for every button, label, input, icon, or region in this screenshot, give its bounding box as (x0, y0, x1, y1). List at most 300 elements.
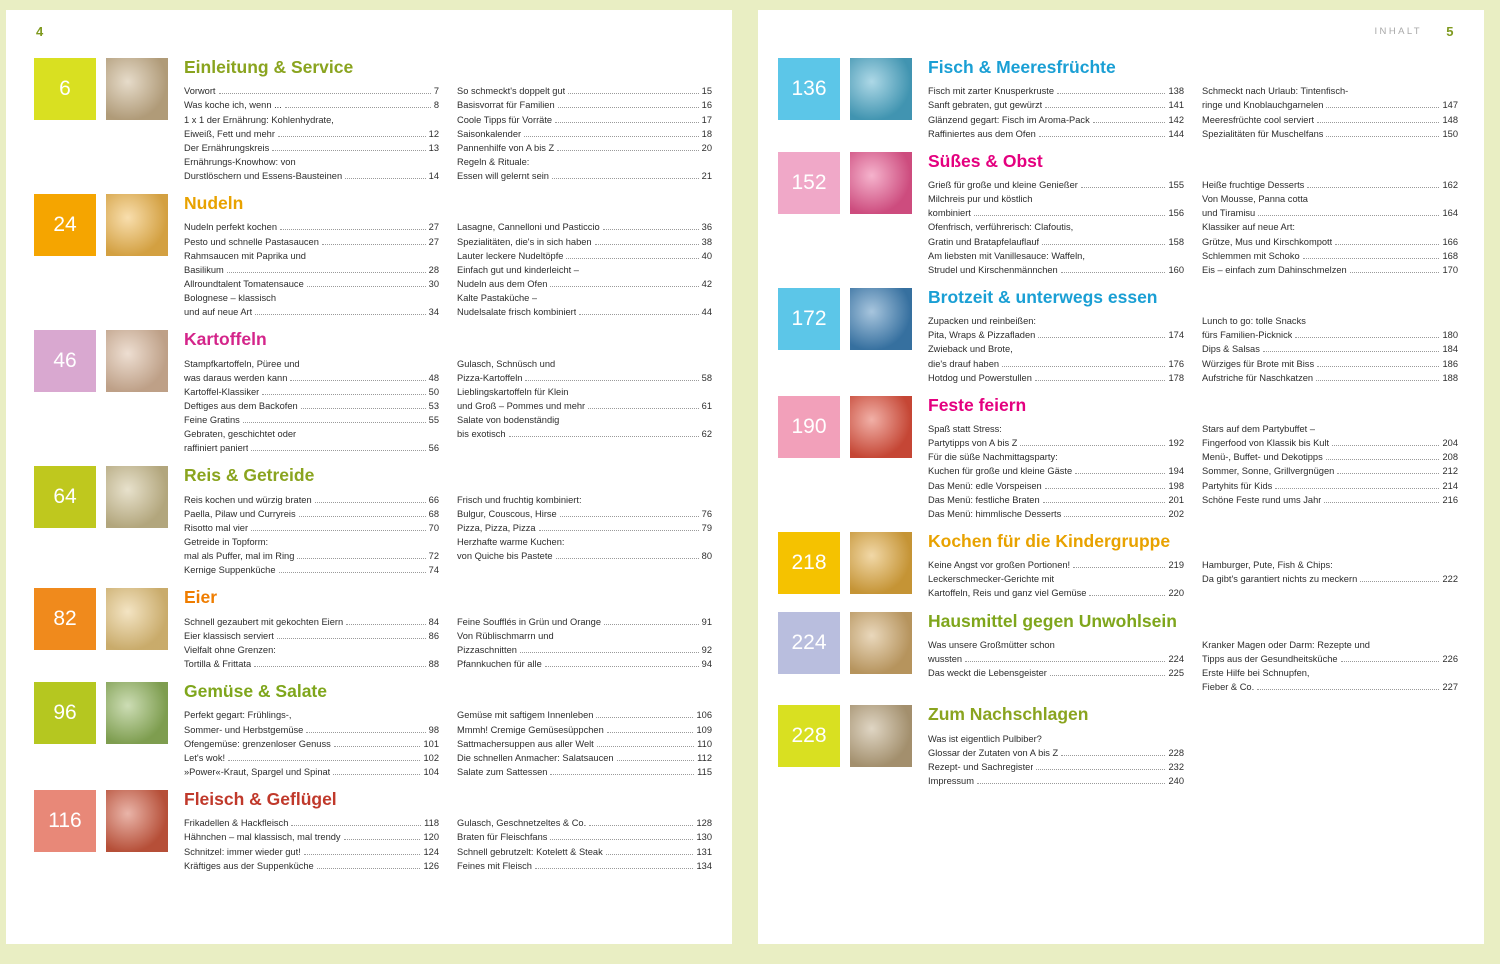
toc-entry[interactable] (184, 493, 439, 507)
toc-left-chapters (34, 58, 712, 873)
leader-dots (1332, 445, 1439, 446)
leader-dots (1064, 516, 1165, 517)
toc-entry[interactable] (457, 155, 712, 169)
toc-entry[interactable] (928, 220, 1184, 234)
toc-entry[interactable] (928, 178, 1184, 192)
toc-entry[interactable] (1202, 263, 1458, 277)
toc-entry[interactable] (1202, 422, 1458, 436)
toc-entry[interactable] (1202, 314, 1458, 328)
toc-entry[interactable] (457, 708, 712, 722)
toc-entry[interactable] (457, 263, 712, 277)
toc-entry-page: 80 (701, 551, 712, 562)
toc-entry[interactable] (457, 643, 712, 657)
thumbnail-image (850, 705, 912, 767)
toc-chapter[interactable] (778, 58, 1458, 141)
toc-column (1202, 638, 1458, 695)
toc-entry-label: Tipps aus der Gesundheitsküche (1202, 653, 1338, 664)
toc-entry[interactable] (457, 816, 712, 830)
toc-entry[interactable] (928, 586, 1184, 600)
toc-entry-page: 224 (1168, 653, 1184, 664)
toc-entry[interactable] (1202, 558, 1458, 572)
toc-entry[interactable] (928, 206, 1184, 220)
toc-entry[interactable] (184, 816, 439, 830)
toc-chapter[interactable] (34, 330, 712, 455)
toc-chapter[interactable] (34, 194, 712, 319)
toc-entry[interactable] (184, 399, 439, 413)
toc-entry-page: 225 (1168, 668, 1184, 678)
toc-entry[interactable] (184, 291, 439, 305)
leader-dots (279, 572, 426, 573)
toc-entry[interactable] (457, 399, 712, 413)
toc-entry[interactable] (1202, 479, 1458, 493)
toc-entry[interactable] (928, 249, 1184, 263)
leader-dots (1326, 136, 1439, 137)
toc-entry-label: Deftiges aus dem Backofen (184, 400, 298, 411)
leader-dots (579, 314, 698, 315)
toc-entry[interactable] (457, 169, 712, 183)
leader-dots (333, 774, 420, 775)
toc-entry[interactable] (184, 549, 439, 563)
toc-entry[interactable] (1202, 178, 1458, 192)
toc-entry[interactable] (1202, 436, 1458, 450)
thumbnail-image (850, 58, 912, 120)
leader-dots (1075, 473, 1165, 474)
chapter-page-number: 6 (34, 58, 96, 120)
toc-column (457, 615, 712, 672)
toc-entry[interactable] (1202, 371, 1458, 385)
toc-column (1202, 732, 1458, 789)
toc-entry-label: Basilikum (184, 264, 224, 275)
toc-entry[interactable] (457, 220, 712, 234)
toc-entry[interactable] (184, 521, 439, 535)
toc-entry[interactable] (184, 155, 439, 169)
toc-entry[interactable] (184, 657, 439, 671)
toc-entry[interactable] (184, 220, 439, 234)
toc-entry-label: Bolognese – klassisch (184, 293, 276, 303)
toc-entry[interactable] (928, 342, 1184, 356)
toc-entry[interactable] (457, 765, 712, 779)
toc-entry-label: Pizza, Pizza, Pizza (457, 522, 536, 533)
chapter-columns (184, 615, 712, 672)
toc-entry[interactable] (928, 436, 1184, 450)
toc-entry-label: Regeln & Rituale: (457, 156, 530, 167)
toc-entry[interactable] (457, 845, 712, 859)
chapter-page-number: 218 (778, 532, 840, 594)
toc-entry[interactable] (184, 629, 439, 643)
chapter-title: Hausmittel gegen Unwohlsein (928, 610, 1177, 631)
toc-entry[interactable] (184, 765, 439, 779)
toc-entry-page: 76 (701, 508, 712, 519)
toc-entry[interactable] (928, 371, 1184, 385)
chapter-columns (928, 732, 1458, 789)
toc-entry[interactable] (184, 441, 439, 455)
chapter-columns (928, 178, 1458, 277)
toc-entry[interactable] (928, 192, 1184, 206)
toc-entry[interactable] (928, 493, 1184, 507)
thumbnail-image (850, 396, 912, 458)
toc-chapter[interactable] (778, 152, 1458, 277)
toc-entry-page: 216 (1442, 494, 1458, 505)
toc-entry-page: 156 (1168, 208, 1184, 219)
toc-entry[interactable] (184, 277, 439, 291)
toc-entry-label: Schlemmen mit Schoko (1202, 250, 1300, 261)
leader-dots (560, 516, 699, 517)
toc-entry[interactable] (928, 479, 1184, 493)
toc-entry-label: Let's wok! (184, 752, 226, 763)
toc-entry[interactable] (1202, 652, 1458, 666)
toc-entry-label: Zupacken und reinbeißen: (928, 316, 1037, 327)
toc-chapter[interactable] (778, 288, 1458, 385)
toc-entry[interactable] (184, 305, 439, 319)
chapter-body (184, 330, 712, 455)
toc-entry[interactable] (457, 830, 712, 844)
toc-entry-page: 192 (1168, 438, 1184, 449)
toc-entry-label: Kranker Magen oder Darm: Rezepte und (1202, 639, 1370, 650)
toc-chapter[interactable] (34, 588, 712, 671)
leader-dots (1020, 445, 1165, 446)
toc-entry[interactable] (457, 521, 712, 535)
toc-entry-label: Spaß statt Stress: (928, 424, 1002, 434)
toc-entry[interactable] (1202, 235, 1458, 249)
toc-entry[interactable] (184, 263, 439, 277)
toc-entry-page: 219 (1168, 560, 1184, 571)
toc-entry[interactable] (184, 357, 439, 371)
toc-entry[interactable] (1202, 113, 1458, 127)
toc-entry-page: 38 (701, 236, 712, 247)
chapter-thumbnail (106, 790, 168, 852)
leader-dots (1275, 488, 1439, 489)
toc-entry[interactable] (928, 666, 1184, 680)
toc-entry[interactable] (184, 830, 439, 844)
toc-entry[interactable] (1202, 493, 1458, 507)
toc-entry[interactable] (457, 235, 712, 249)
toc-entry-label: Partytipps von A bis Z (928, 438, 1018, 449)
leader-dots (1089, 595, 1165, 596)
toc-entry[interactable] (1202, 127, 1458, 141)
toc-entry-label: Risotto mal vier (184, 522, 249, 533)
toc-entry-label: Schnell gezaubert mit gekochten Eiern (184, 616, 344, 627)
thumbnail-image (850, 532, 912, 594)
thumbnail-image (106, 588, 168, 650)
leader-dots (299, 516, 426, 517)
toc-chapter[interactable] (34, 790, 712, 873)
chapter-body (184, 194, 712, 319)
toc-column (928, 178, 1184, 277)
toc-entry-page: 79 (701, 522, 712, 533)
toc-entry-label: Impressum (928, 775, 974, 786)
toc-column (1202, 178, 1458, 277)
toc-entry[interactable] (928, 572, 1184, 586)
toc-entry-page: 34 (428, 307, 439, 318)
toc-entry-page: 201 (1168, 494, 1184, 505)
toc-entry[interactable] (928, 422, 1184, 436)
toc-chapter[interactable] (778, 705, 1458, 788)
toc-entry-label: Grütze, Mus und Kirschkompott (1202, 236, 1333, 247)
toc-entry-page: 91 (701, 616, 712, 627)
toc-entry[interactable] (1202, 328, 1458, 342)
toc-entry-page: 147 (1442, 100, 1458, 111)
toc-entry[interactable] (1202, 84, 1458, 98)
toc-entry-label: ringe und Knoblauchgarnelen (1202, 100, 1324, 111)
leader-dots (1036, 769, 1165, 770)
toc-entry[interactable] (457, 249, 712, 263)
toc-entry-page: 7 (433, 86, 439, 97)
chapter-columns (184, 357, 712, 456)
toc-entry[interactable] (1202, 450, 1458, 464)
toc-entry[interactable] (928, 774, 1184, 788)
leader-dots (301, 408, 426, 409)
toc-chapter[interactable] (34, 682, 712, 779)
toc-entry[interactable] (928, 450, 1184, 464)
toc-entry-label: Rahmsaucen mit Paprika und (184, 250, 306, 261)
toc-entry[interactable] (457, 493, 712, 507)
chapter-thumbnail (850, 396, 912, 458)
toc-entry[interactable] (457, 629, 712, 643)
toc-entry[interactable] (457, 371, 712, 385)
toc-entry[interactable] (457, 141, 712, 155)
toc-entry-page: 53 (428, 400, 439, 411)
toc-entry[interactable] (184, 563, 439, 577)
toc-entry[interactable] (184, 708, 439, 722)
toc-entry[interactable] (457, 723, 712, 737)
toc-chapter[interactable] (778, 532, 1458, 601)
toc-entry[interactable] (928, 638, 1184, 652)
thumbnail-image (106, 194, 168, 256)
toc-entry-page: 150 (1442, 128, 1458, 139)
toc-entry[interactable] (184, 98, 439, 112)
toc-chapter[interactable] (34, 58, 712, 183)
toc-entry-label: Menü-, Buffet- und Dekotipps (1202, 452, 1323, 463)
toc-entry-label: Nudeln perfekt kochen (184, 222, 278, 233)
chapter-thumbnail (106, 330, 168, 392)
toc-entry[interactable] (1202, 249, 1458, 263)
toc-entry-label: Sanft gebraten, gut gewürzt (928, 100, 1043, 111)
toc-entry[interactable] (457, 615, 712, 629)
toc-entry-page: 130 (696, 832, 712, 843)
toc-entry[interactable] (1202, 666, 1458, 680)
toc-entry-label: Was ist eigentlich Pulbiber? (928, 733, 1042, 744)
toc-entry-label: Feines mit Fleisch (457, 860, 532, 871)
toc-entry[interactable] (184, 723, 439, 737)
toc-entry-page: 134 (696, 860, 712, 871)
toc-entry[interactable] (928, 235, 1184, 249)
toc-entry-page: 131 (696, 846, 712, 857)
toc-entry[interactable] (1202, 638, 1458, 652)
toc-entry[interactable] (184, 427, 439, 441)
toc-chapter[interactable] (34, 466, 712, 577)
toc-entry[interactable] (457, 291, 712, 305)
toc-entry[interactable] (1202, 192, 1458, 206)
toc-entry[interactable] (457, 84, 712, 98)
toc-entry-label: Gratin und Bratapfelauflauf (928, 236, 1040, 247)
toc-entry[interactable] (184, 84, 439, 98)
leader-dots (1043, 502, 1166, 503)
leader-dots (597, 746, 694, 747)
toc-entry[interactable] (184, 845, 439, 859)
toc-entry[interactable] (184, 751, 439, 765)
toc-entry[interactable] (457, 535, 712, 549)
leader-dots (520, 652, 699, 653)
toc-entry[interactable] (457, 413, 712, 427)
toc-entry[interactable] (928, 732, 1184, 746)
leader-dots (251, 530, 426, 531)
toc-entry-page: 115 (697, 766, 712, 777)
toc-entry[interactable] (184, 385, 439, 399)
leader-dots (272, 150, 425, 151)
leader-dots (227, 272, 426, 273)
toc-entry[interactable] (928, 127, 1184, 141)
toc-column (457, 84, 712, 183)
toc-entry-label: Sommer- und Herbstgemüse (184, 724, 304, 735)
toc-entry[interactable] (184, 235, 439, 249)
leader-dots (525, 380, 698, 381)
toc-column (928, 314, 1184, 385)
toc-entry[interactable] (184, 643, 439, 657)
toc-entry[interactable] (457, 427, 712, 441)
chapter-thumbnail (850, 58, 912, 120)
chapter-thumbnail (850, 612, 912, 674)
toc-entry[interactable] (184, 507, 439, 521)
toc-entry[interactable] (457, 859, 712, 873)
toc-entry[interactable] (184, 859, 439, 873)
toc-entry[interactable] (1202, 206, 1458, 220)
chapter-title: Nudeln (184, 193, 244, 214)
toc-entry-page: 212 (1442, 466, 1458, 477)
toc-entry-label: Saisonkalender (457, 128, 522, 139)
toc-entry[interactable] (184, 371, 439, 385)
chapter-page-number: 46 (34, 330, 96, 392)
toc-entry[interactable] (1202, 342, 1458, 356)
leader-dots (539, 530, 699, 531)
toc-entry-label: Kuchen für große und kleine Gäste (928, 466, 1073, 477)
thumbnail-image (850, 612, 912, 674)
chapter-columns (928, 314, 1458, 385)
toc-entry-label: Sommer, Sonne, Grillvergnügen (1202, 466, 1335, 477)
toc-entry-label: Schnell gebrutzelt: Kotelett & Steak (457, 846, 603, 857)
toc-entry-page: 174 (1168, 330, 1184, 341)
toc-entry[interactable] (928, 652, 1184, 666)
toc-entry-label: Nudelsalate frisch kombiniert (457, 307, 577, 318)
toc-entry[interactable] (1202, 680, 1458, 694)
toc-entry-label: Das Menü: himmlische Desserts (928, 508, 1062, 519)
toc-chapter[interactable] (778, 612, 1458, 695)
toc-entry-page: 101 (423, 738, 439, 749)
chapter-body (928, 288, 1458, 385)
thumbnail-image (850, 152, 912, 214)
toc-entry[interactable] (928, 113, 1184, 127)
thumbnail-image (106, 330, 168, 392)
toc-entry[interactable] (1202, 464, 1458, 478)
toc-entry-label: Tortilla & Frittata (184, 659, 252, 669)
toc-entry-label: was daraus werden kann (184, 372, 288, 383)
toc-entry-page: 8 (433, 100, 439, 111)
leader-dots (550, 839, 693, 840)
toc-entry-label: Essen will gelernt sein (457, 171, 549, 181)
toc-entry-label: und Tiramisu (1202, 208, 1256, 219)
toc-entry[interactable] (928, 263, 1184, 277)
toc-entry[interactable] (457, 113, 712, 127)
toc-entry[interactable] (457, 657, 712, 671)
page-left (6, 10, 732, 944)
toc-entry[interactable] (1202, 357, 1458, 371)
toc-entry[interactable] (928, 357, 1184, 371)
toc-entry[interactable] (928, 98, 1184, 112)
toc-column (457, 493, 712, 578)
toc-entry[interactable] (457, 751, 712, 765)
toc-column (928, 638, 1184, 695)
toc-entry[interactable] (1202, 220, 1458, 234)
toc-chapter[interactable] (778, 396, 1458, 521)
chapter-thumbnail (106, 194, 168, 256)
leader-dots (552, 178, 699, 179)
toc-entry-label: von Quiche bis Pastete (457, 551, 553, 562)
toc-entry-page: 176 (1168, 358, 1184, 369)
toc-entry[interactable] (457, 277, 712, 291)
toc-entry-label: 1 x 1 der Ernährung: Kohlenhydrate, (184, 114, 334, 125)
toc-entry[interactable] (928, 314, 1184, 328)
toc-entry[interactable] (928, 328, 1184, 342)
toc-entry[interactable] (184, 413, 439, 427)
toc-entry[interactable] (928, 464, 1184, 478)
toc-entry[interactable] (184, 141, 439, 155)
chapter-title: Eier (184, 587, 218, 608)
toc-entry[interactable] (928, 84, 1184, 98)
toc-entry[interactable] (184, 169, 439, 183)
toc-entry[interactable] (184, 737, 439, 751)
toc-entry-label: So schmeckt's doppelt gut (457, 86, 566, 97)
chapter-columns (184, 816, 712, 873)
toc-entry[interactable] (184, 535, 439, 549)
toc-entry[interactable] (457, 98, 712, 112)
toc-entry-page: 141 (1168, 100, 1184, 111)
toc-entry-page: 124 (423, 846, 439, 857)
toc-column (184, 493, 439, 578)
leader-dots (1081, 187, 1166, 188)
toc-entry[interactable] (457, 127, 712, 141)
toc-entry[interactable] (928, 760, 1184, 774)
toc-entry-label: Grieß für große und kleine Genießer (928, 180, 1078, 190)
toc-entry[interactable] (457, 549, 712, 563)
toc-entry[interactable] (184, 249, 439, 263)
toc-entry-page: 68 (428, 508, 439, 519)
chapter-title: Fisch & Meeresfrüchte (928, 57, 1116, 77)
leader-dots (315, 502, 426, 503)
toc-entry[interactable] (457, 507, 712, 521)
toc-entry[interactable] (928, 507, 1184, 521)
toc-entry[interactable] (457, 737, 712, 751)
toc-entry-page: 12 (428, 128, 439, 139)
toc-column (457, 708, 712, 779)
toc-entry[interactable] (457, 385, 712, 399)
toc-entry[interactable] (928, 746, 1184, 760)
toc-entry-label: Ofengemüse: grenzenloser Genuss (184, 738, 331, 749)
toc-entry[interactable] (457, 357, 712, 371)
toc-entry[interactable] (1202, 98, 1458, 112)
toc-entry-label: Klassiker auf neue Art: (1202, 222, 1296, 233)
leader-dots (346, 624, 425, 625)
toc-entry-label: die's drauf haben (928, 358, 1000, 369)
toc-entry-page: 21 (701, 171, 712, 181)
toc-entry[interactable] (457, 305, 712, 319)
leader-dots (277, 638, 426, 639)
toc-entry[interactable] (184, 615, 439, 629)
toc-entry[interactable] (1202, 572, 1458, 586)
toc-entry-page: 20 (701, 142, 712, 153)
toc-entry[interactable] (928, 558, 1184, 572)
toc-entry-page: 170 (1442, 264, 1458, 275)
toc-entry[interactable] (184, 113, 439, 127)
toc-entry[interactable] (184, 127, 439, 141)
